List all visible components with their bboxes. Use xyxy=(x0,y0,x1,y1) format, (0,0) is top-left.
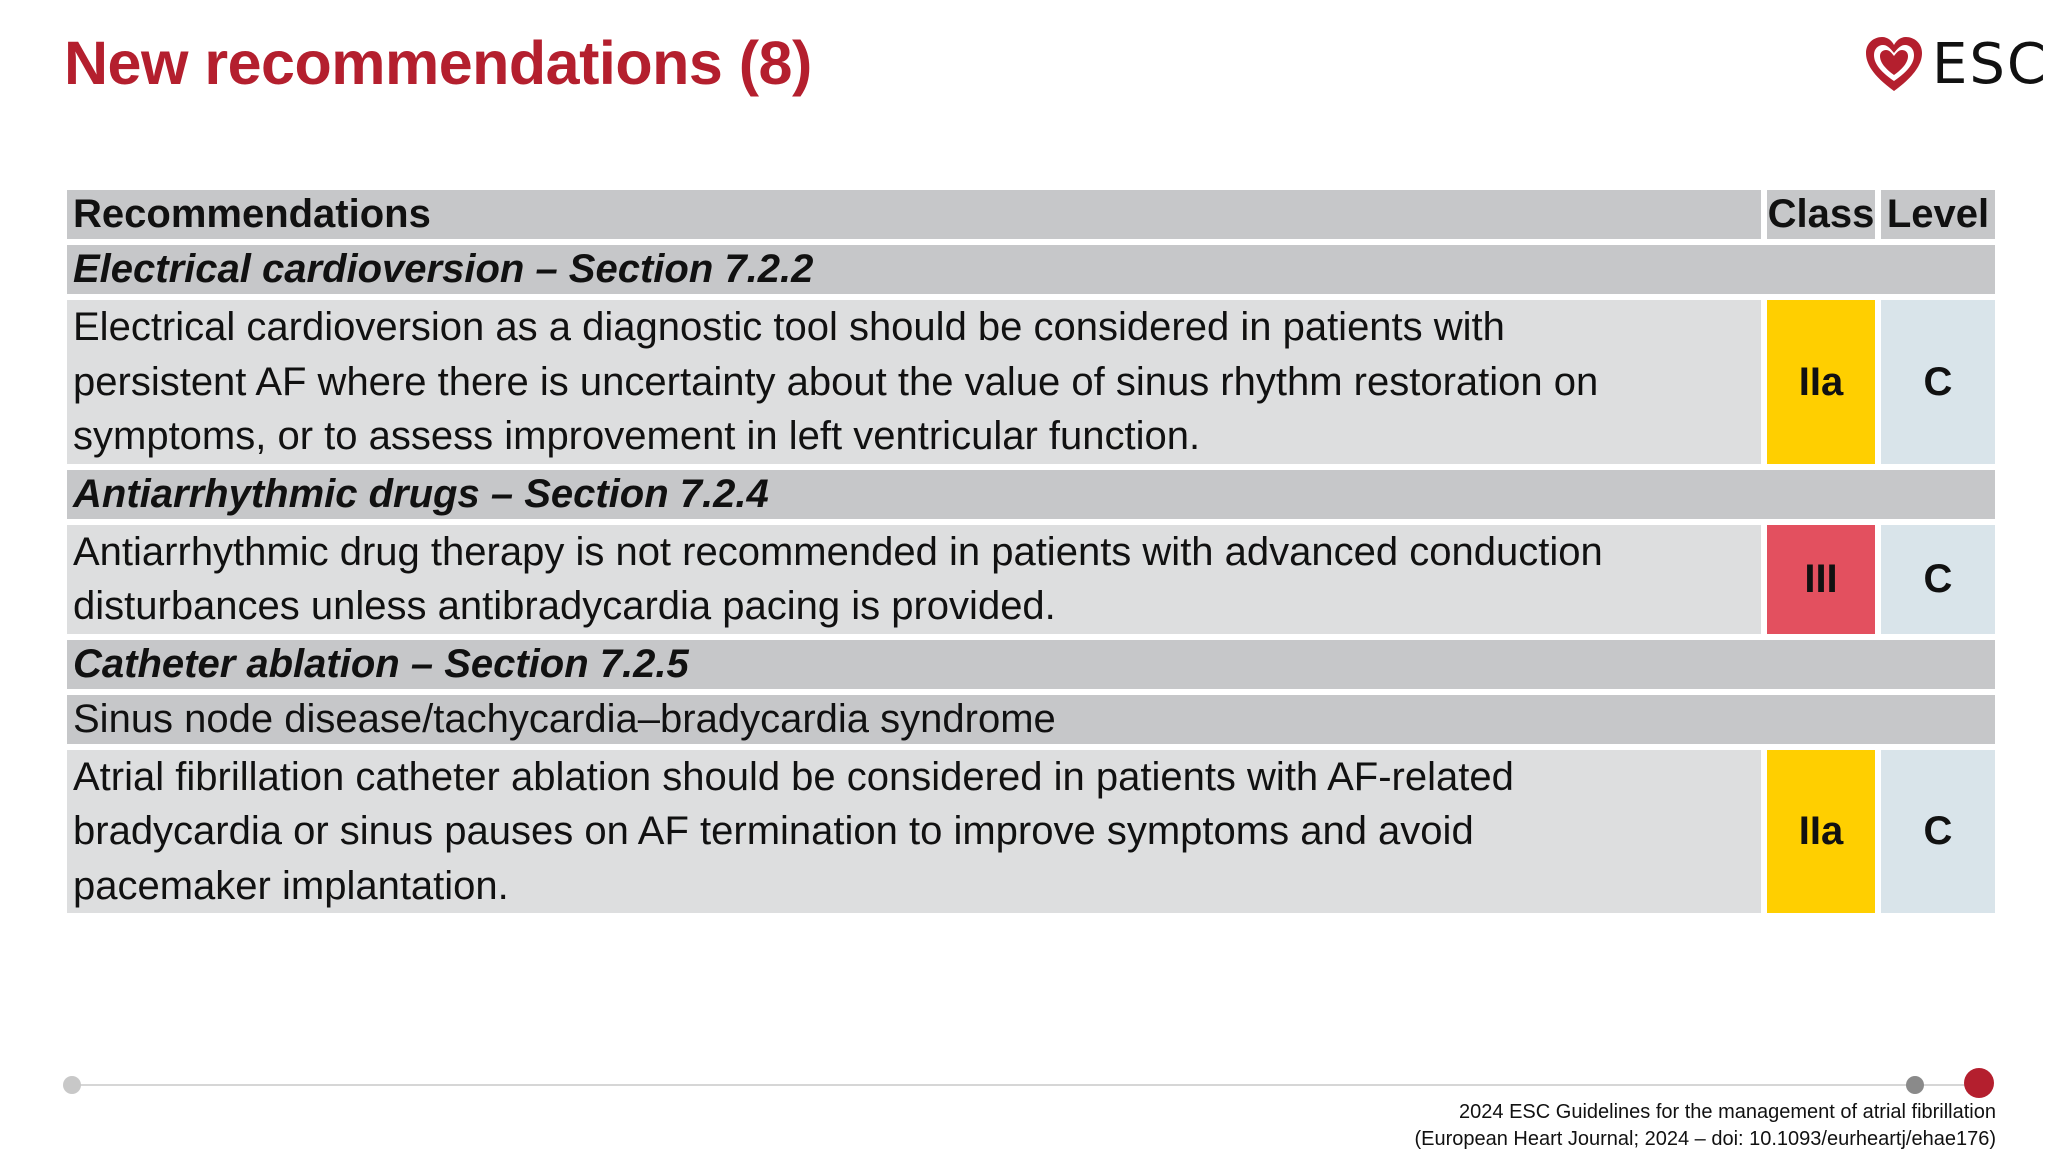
citation-line: (European Heart Journal; 2024 – doi: 10.1093/eurheartj/ehae176) xyxy=(1414,1128,1996,1150)
text-line: Atrial fibrillation catheter ablation should be considered in patients with AF-related xyxy=(73,754,1514,799)
class-badge: III xyxy=(1767,525,1875,634)
section-header-row xyxy=(67,640,1995,689)
section-header-row xyxy=(67,470,1995,519)
citation-line: 2024 ESC Guidelines for the management of atrial fibrillation xyxy=(1459,1101,1996,1123)
table-header-row xyxy=(67,190,1995,239)
recommendation-text xyxy=(67,300,1761,464)
level-badge: C xyxy=(1881,750,1995,914)
subsection-title: Sinus node disease/tachycardia–bradycardia syndrome xyxy=(67,695,1995,744)
table-row xyxy=(67,300,1995,464)
class-badge: IIa xyxy=(1767,750,1875,914)
text-line: bradycardia or sinus pauses on AF termination to improve symptoms and avoid xyxy=(73,809,1474,853)
header-class: Class xyxy=(1767,190,1875,239)
progress-start-dot xyxy=(63,1076,81,1094)
level-badge: C xyxy=(1881,525,1995,634)
subsection-header-row xyxy=(67,695,1995,744)
recommendation-text xyxy=(67,750,1761,914)
level-badge: C xyxy=(1881,300,1995,464)
progress-mid-dot xyxy=(1906,1076,1924,1094)
text-line: symptoms, or to assess improvement in left ventricular function. xyxy=(73,414,1201,458)
table-row xyxy=(67,750,1995,914)
citation xyxy=(1414,1099,1996,1152)
recommendations-table xyxy=(67,190,1995,913)
header-recommendations: Recommendations xyxy=(67,190,1761,239)
table-row xyxy=(67,525,1995,634)
logo-text: ESC xyxy=(1932,32,2048,97)
progress-track xyxy=(72,1084,1972,1086)
class-badge: IIa xyxy=(1767,300,1875,464)
section-title: Antiarrhythmic drugs – Section 7.2.4 xyxy=(67,470,1995,519)
section-title: Electrical cardioversion – Section 7.2.2 xyxy=(67,245,1995,294)
section-header-row xyxy=(67,245,1995,294)
header-level: Level xyxy=(1881,190,1995,239)
page-title: New recommendations (8) xyxy=(64,29,812,97)
text-line: Antiarrhythmic drug therapy is not recommended in patients with advanced conduction xyxy=(73,529,1603,574)
text-line: disturbances unless antibradycardia pacing is provided. xyxy=(73,584,1056,628)
text-line: persistent AF where there is uncertainty about the value of sinus rhythm restoration on xyxy=(73,359,1599,404)
section-title: Catheter ablation – Section 7.2.5 xyxy=(67,640,1995,689)
recommendation-text xyxy=(67,525,1761,634)
esc-logo xyxy=(1862,32,2048,97)
heart-logo-icon xyxy=(1862,33,1926,97)
progress-current-dot xyxy=(1964,1068,1994,1098)
text-line: pacemaker implantation. xyxy=(73,863,509,908)
text-line: Electrical cardioversion as a diagnostic tool should be considered in patients with xyxy=(73,305,1505,349)
